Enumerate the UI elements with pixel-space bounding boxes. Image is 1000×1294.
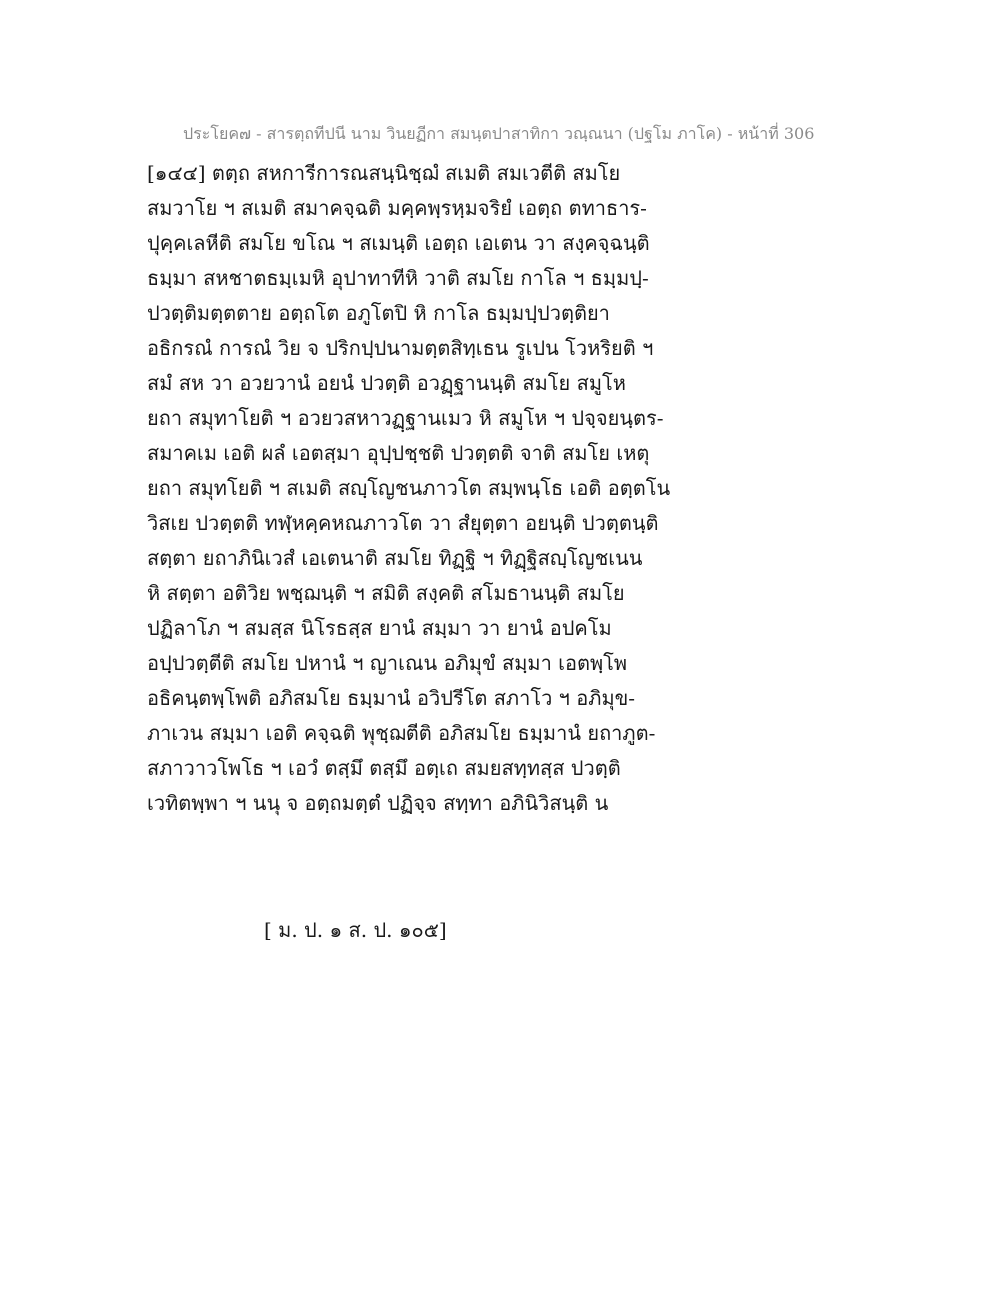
text-line: สมํ สห วา อวยวานํ อยนํ ปวตฺติ อวฏฺฐานนฺติ สมโย สมูโห — [147, 371, 626, 395]
text-line: ปฏิลาโภ ฯ สมสฺส นิโรธสฺส ยานํ สมฺมา วา ยานํ อปคโม — [147, 616, 612, 640]
running-header: ประโยค๗ - สารตฺถทีปนี นาม วินยฏีกา สมนฺตปาสาทิกา วณฺณนา (ปฐโม ภาโค) - หน้าที่ 306 — [183, 124, 815, 143]
text-line: [๑๔๔] ตตฺถ สหการีการณสนฺนิชฺฌํ สเมติ สมเวตีติ สมโย — [147, 161, 621, 185]
text-line: อปฺปวตฺตีติ สมโย ปหานํ ฯ ญาเณน อภิมุขํ สมฺมา เอตพฺโพ — [147, 651, 628, 675]
text-line: ยถา สมุทาโยติ ฯ อวยวสหาวฏฺฐานเมว หิ สมูโห ฯ ปจฺจยนฺตร- — [147, 406, 664, 430]
page-reference: [ ม. ป. ๑ ส. ป. ๑๐๕] — [264, 918, 447, 942]
text-line: สภาวาวโพโธ ฯ เอวํ ตสฺมึ ตสฺมึ อตฺเถ สมยสทฺทสฺส ปวตฺติ — [147, 756, 621, 780]
text-line: สตฺตา ยถาภินิเวสํ เอเตนาติ สมโย ทิฏฺฐิ ฯ ทิฏฺฐิสญฺโญชเนน — [147, 546, 643, 570]
text-line: ธมฺมา สหชาตธมฺเมหิ อุปาทาทีหิ วาติ สมโย กาโล ฯ ธมฺมปฺ- — [147, 266, 649, 290]
text-line: ยถา สมุทโยติ ฯ สเมติ สญฺโญชนภาวโต สมฺพนฺโธ เอติ อตฺตโน — [147, 476, 671, 500]
text-line: อธิคนฺตพฺโพติ อภิสมโย ธมฺมานํ อวิปรีโต สภาโว ฯ อภิมุข- — [147, 686, 636, 710]
text-line: ปุคฺคเลหีติ สมโย ขโณ ฯ สเมนฺติ เอตฺถ เอเตน วา สงฺคจฺฉนฺติ — [147, 231, 650, 255]
text-line: อธิกรณํ การณํ วิย จ ปริกปฺปนามตฺตสิทฺเธน รูเปน โวหริยติ ฯ — [147, 336, 654, 360]
text-line: หิ สตฺตา อติวิย พชฺฌนฺติ ฯ สมิติ สงฺคติ สโมธานนฺติ สมโย — [147, 581, 625, 605]
text-line: สมาคเม เอติ ผลํ เอตสฺมา อุปฺปชฺชติ ปวตฺตติ จาติ สมโย เหตุ — [147, 441, 650, 465]
text-line: เวทิตพฺพา ฯ นนุ จ อตฺถมตฺตํ ปฏิจฺจ สทฺทา อภินิวิสนฺติ น — [147, 791, 609, 815]
text-line: ปวตฺติมตฺตตาย อตฺถโต อภูโตปิ หิ กาโล ธมฺมปฺปวตฺติยา — [147, 301, 610, 325]
body-text — [147, 156, 707, 821]
text-line: สมวาโย ฯ สเมติ สมาคจฺฉติ มคฺคพฺรหฺมจริยํ เอตฺถ ตทาธาร- — [147, 196, 647, 220]
text-line: ภาเวน สมฺมา เอติ คจฺฉติ พุชฺฌตีติ อภิสมโย ธมฺมานํ ยถาภูต- — [147, 721, 656, 745]
text-line: วิสเย ปวตฺตติ ทฬฺหคฺคหณภาวโต วา สํยุตฺตา อยนฺติ ปวตฺตนฺติ — [147, 511, 659, 535]
